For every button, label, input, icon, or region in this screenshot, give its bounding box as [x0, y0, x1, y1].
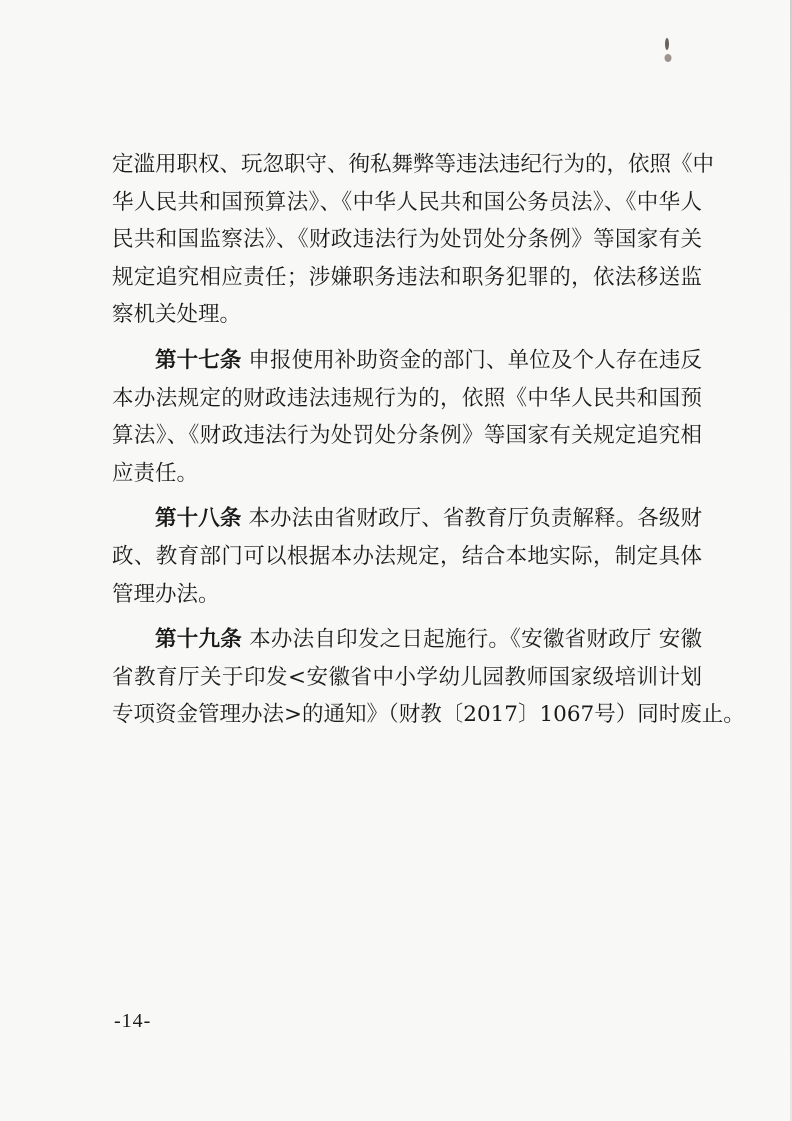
text-line: 华人民共和国预算法》、《中华人民共和国公务员法》、《中华人	[112, 189, 702, 215]
text-line: 规定追究相应责任；涉嫌职务违法和职务犯罪的，依法移送监	[112, 264, 702, 290]
article-first-line	[112, 342, 702, 380]
article-18	[112, 500, 702, 613]
text-line: 察机关处理。	[112, 302, 242, 328]
text-line: 专项资金管理办法>的通知》（财教〔2017〕1067号）同时废止。	[112, 702, 745, 728]
document-body	[112, 146, 745, 734]
text-line: 应责任。	[112, 460, 199, 486]
article-heading: 第十八条	[155, 506, 242, 532]
text-line: 民共和国监察法》、《财政违法行为处罚处分条例》等国家有关	[112, 227, 702, 253]
article-heading: 第十七条	[155, 347, 242, 373]
text-span: 本办法由省财政厅、省教育厅负责解释。各级财	[248, 506, 702, 532]
scan-speck-mark	[662, 36, 672, 66]
article-heading: 第十九条	[155, 627, 243, 653]
page-number: -14-	[114, 1010, 152, 1032]
article-19	[112, 621, 745, 734]
text-line: 算法》、《财政违法行为处罚处分条例》等国家有关规定追究相	[112, 423, 702, 449]
paragraph-continuation	[112, 146, 715, 334]
text-line: 本办法规定的财政违法违规行为的，依照《中华人民共和国预	[112, 385, 702, 411]
article-first-line	[112, 500, 702, 538]
text-line: 管理办法。	[112, 581, 220, 607]
article-first-line	[112, 621, 702, 659]
article-17	[112, 342, 702, 492]
text-span: 本办法自印发之日起施行。《安徽省财政厅 安徽	[249, 627, 702, 653]
text-line: 定滥用职权、玩忽职守、徇私舞弊等违法违纪行为的，依照《中	[112, 152, 715, 177]
text-line: 省教育厅关于印发<安徽省中小学幼儿园教师国家级培训计划	[112, 664, 702, 690]
text-line: 政、教育部门可以根据本办法规定，结合本地实际，制定具体	[112, 543, 702, 569]
text-span: 申报使用补助资金的部门、单位及个人存在违反	[248, 347, 702, 373]
